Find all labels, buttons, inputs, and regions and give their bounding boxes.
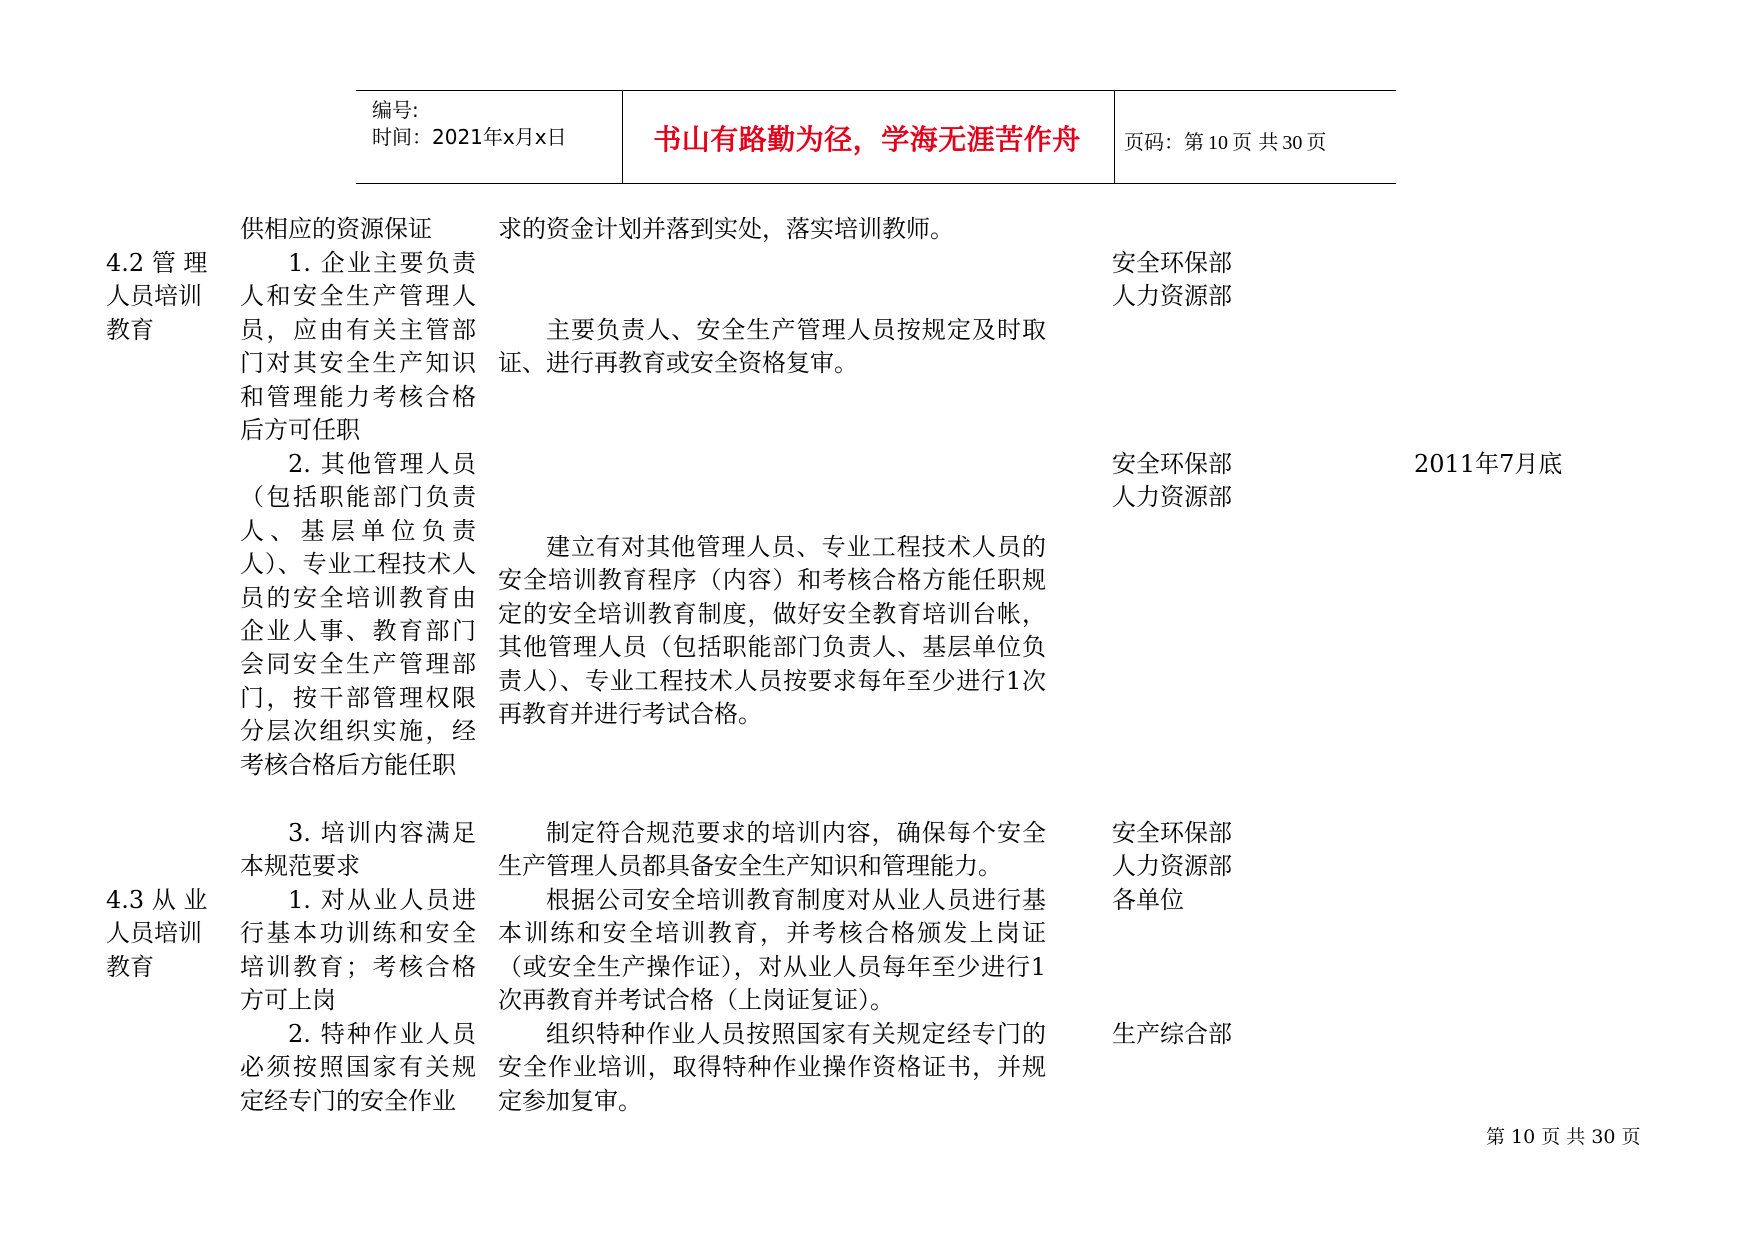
section-title-4-2 [106,247,216,347]
header-divider-right [1114,90,1115,184]
section-title-line: 4.2 管 理 [106,249,208,277]
department-cell [1112,817,1302,917]
requirement-text: 2. 其他管理人员（包括职能部门负责人、基层单位负责人）、专业工程技术人员的安全培训教育由企业人事、教育部门会同安全生产管理部门，按干部管理权限分层次组织实施，经考核合格后方能任职 [240,450,476,779]
page-current: 10 [1208,132,1228,154]
section-title-line: 4.3 从 业 [106,886,208,914]
header-page-number [1124,126,1326,155]
department-cell [1112,1018,1302,1051]
measure-cell [498,531,1046,731]
header-motto: 书山有路勤为径，学海无涯苦作舟 [653,123,1081,156]
department-name: 人力资源部 [1112,282,1232,311]
department-cell [1112,448,1302,515]
section-title-line: 教育 [106,315,154,344]
measure-text: 建立有对其他管理人员、专业工程技术人员的安全培训教育程序（内容）和考核合格方能任职规定的安全培训教育制度，做好安全教育培训台帐，其他管理人员（包括职能部门负责人、基层单位负责人）、专业工程技术人员按要求每年至少进行1次再教育并进行考试合格。 [498,533,1046,729]
department-name: 人力资源部 [1112,852,1232,881]
department-name: 安全环保部 [1112,249,1232,277]
measure-cell [498,213,1046,246]
header-top-rule [356,90,1396,91]
deadline-text: 2011年7月底 [1414,450,1563,478]
measure-cell [498,884,1046,1018]
section-title-line: 人员培训 [106,919,202,948]
measure-text: 求的资金计划并落到实处，落实培训教师。 [498,215,954,243]
requirement-text: 3. 培训内容满足本规范要求 [240,819,476,881]
page-footer: 第 10 页 共 30 页 [1486,1126,1641,1148]
measure-cell [498,1018,1046,1118]
requirement-cell [240,817,476,884]
page-prefix: 页码：第 [1124,130,1204,154]
department-name: 人力资源部 [1112,483,1232,512]
requirement-cell [240,448,476,782]
requirement-text: 1. 企业主要负责人和安全生产管理人员，应由有关主管部门对其安全生产知识和管理能力考核合格后方可任职 [240,249,476,445]
header-bottom-rule [356,183,1396,184]
requirement-text: 2. 特种作业人员必须按照国家有关规定经专门的安全作业 [240,1020,476,1115]
page-middle: 页 共 [1232,130,1279,154]
requirement-cell [240,247,476,447]
department-name: 安全环保部 [1112,819,1232,847]
section-title-line: 人员培训 [106,282,202,311]
department-name: 生产综合部 [1112,1020,1232,1048]
department-name: 各单位 [1112,885,1184,914]
document-time-label: 时间：2021年x月x日 [372,125,567,149]
measure-cell [498,314,1046,381]
requirement-text: 1. 对从业人员进行基本功训练和安全培训教育；考核合格方可上岗 [240,886,476,1015]
department-name: 安全环保部 [1112,450,1232,478]
measure-text: 主要负责人、安全生产管理人员按规定及时取证、进行再教育或安全资格复审。 [498,316,1046,378]
measure-text: 根据公司安全培训教育制度对从业人员进行基本训练和安全培训教育，并考核合格颁发上岗证（或安全生产操作证），对从业人员每年至少进行1次再教育并考试合格（上岗证复证）。 [498,886,1046,1015]
section-title-line: 教育 [106,952,154,981]
section-title-4-3 [106,884,216,984]
measure-cell [498,817,1046,884]
page-total: 30 [1282,132,1303,154]
department-cell [1112,247,1302,314]
requirement-cell [240,213,476,246]
requirement-text: 供相应的资源保证 [240,215,432,243]
measure-text: 组织特种作业人员按照国家有关规定经专门的安全作业培训，取得特种作业操作资格证书，并规定参加复审。 [498,1020,1046,1115]
requirement-cell [240,884,476,1018]
deadline-cell [1414,448,1604,481]
measure-text: 制定符合规范要求的培训内容，确保每个安全生产管理人员都具备安全生产知识和管理能力。 [498,819,1046,881]
requirement-cell [240,1018,476,1118]
page-suffix: 页 [1306,130,1327,154]
document-number-label: 编号: [372,98,419,122]
